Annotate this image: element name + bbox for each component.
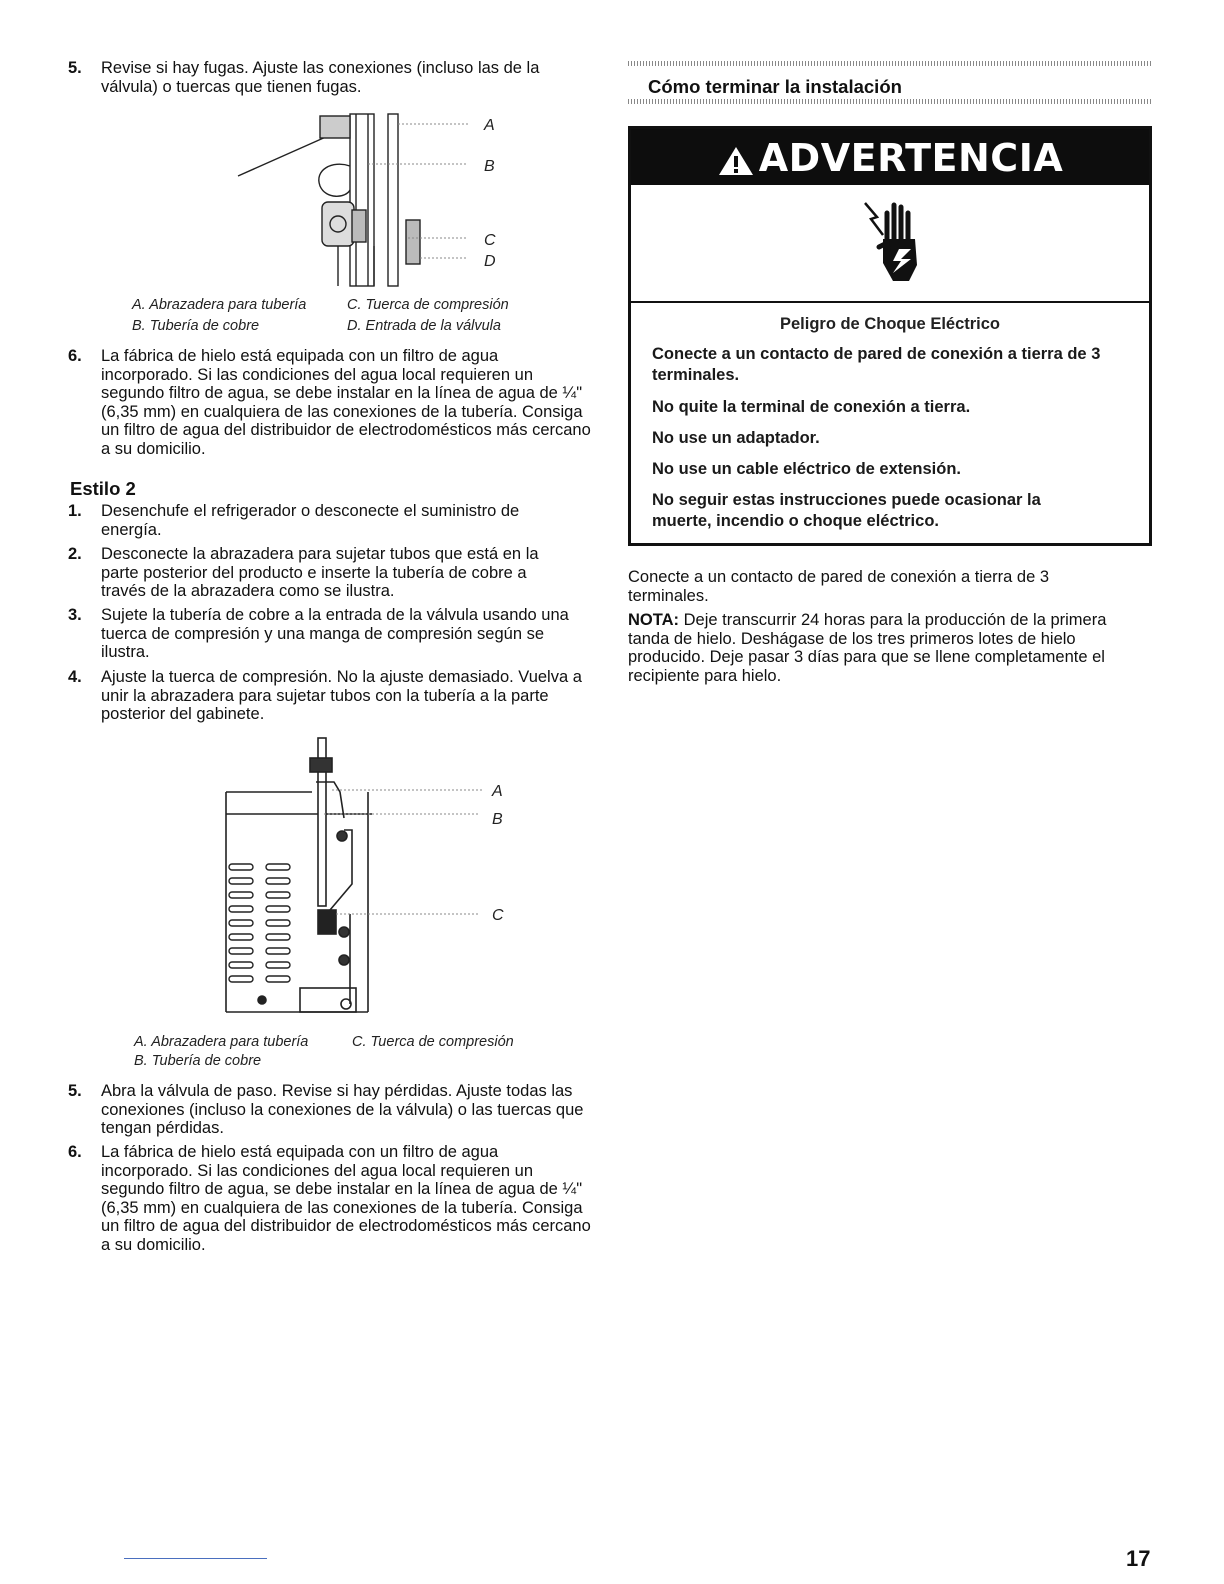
figure1-label-d: D bbox=[484, 253, 496, 270]
figure1-caption-a: A. Abrazadera para tubería bbox=[132, 297, 307, 313]
note-text: Deje transcurrir 24 horas para la producción de la primera tanda de hielo. Deshágase de los tres primeros lotes de hielo producido. Deje pasar 3 días para que se llene completamente el recipiente para hielo. bbox=[628, 611, 1107, 685]
cabinet-figure bbox=[224, 734, 514, 1020]
step-6-water-filter-2: 6. La fábrica de hielo está equipada con un filtro de agua incorporado. Si las condiciones del agua local requieren un segundo filtro de agua, se debe instalar en la línea de agua de ¼" (6,35 mm) en cualquiera de las conexiones de la tubería. Consiga un filtro de agua del distribuidor de electrodomésticos más cercano a su domicilio. bbox=[68, 1143, 591, 1254]
figure2-caption-c: C. Tuerca de compresión bbox=[352, 1034, 514, 1050]
footer-rule bbox=[124, 1558, 267, 1559]
warning-line-2: No quite la terminal de conexión a tierra. bbox=[652, 398, 971, 416]
warning-title: Peligro de Choque Eléctrico bbox=[779, 315, 1001, 333]
warning-header bbox=[631, 129, 1149, 185]
section-bottom-rule bbox=[628, 99, 1152, 104]
figure2-caption-b: B. Tubería de cobre bbox=[134, 1053, 262, 1069]
page-number: 17 bbox=[1126, 1546, 1151, 1571]
figure2-label-b: B bbox=[492, 811, 503, 828]
warning-header-text: ADVERTENCIA bbox=[758, 136, 1064, 180]
electric-shock-hand-icon bbox=[863, 199, 925, 289]
section-top-rule bbox=[628, 61, 1152, 66]
figure1-label-a: A bbox=[484, 117, 495, 134]
section-title: Cómo terminar la instalación bbox=[648, 76, 902, 97]
figure2-label-c: C bbox=[492, 907, 504, 924]
figure1-label-c: C bbox=[484, 232, 496, 249]
figure1-caption-d: D. Entrada de la válvula bbox=[347, 318, 501, 334]
step-5-check-leaks: 5. Revise si hay fugas. Ajuste las conexiones (incluso las de la válvula) o tuercas que tienen fugas. bbox=[68, 59, 540, 96]
valve-drawing bbox=[238, 114, 420, 286]
figure1-caption-b: B. Tubería de cobre bbox=[132, 318, 260, 334]
warning-triangle-icon bbox=[717, 145, 755, 177]
warning-line-4: No use un cable eléctrico de extensión. bbox=[652, 460, 962, 478]
step-3-attach-tubing: 3. Sujete la tubería de cobre a la entrada de la válvula usando una tuerca de compresión y una manga de compresión según se ilustra. bbox=[68, 606, 569, 661]
step-2-clamp: 2. Desconecte la abrazadera para sujetar tubos que está en la parte posterior del producto e inserte la tubería de cobre a través de la abrazadera como se ilustra. bbox=[68, 545, 539, 600]
style-2-heading: Estilo 2 bbox=[70, 478, 136, 499]
cabinet-drawing bbox=[226, 738, 372, 1012]
note-paragraph bbox=[628, 611, 1152, 685]
connect-paragraph: Conecte a un contacto de pared de conexión a tierra de 3 terminales. bbox=[628, 568, 1050, 605]
step-4-tighten-nut: 4. Ajuste la tuerca de compresión. No la ajuste demasiado. Vuelva a unir la abrazadera para sujetar tubos con la tubería a la parte posterior del gabinete. bbox=[68, 668, 582, 723]
step-1-unplug: 1. Desenchufe el refrigerador o desconecte el suministro de energía. bbox=[68, 502, 520, 539]
warning-box bbox=[628, 126, 1152, 546]
warning-line-5: No seguir estas instrucciones puede ocasionar la muerte, incendio o choque eléctrico. bbox=[652, 491, 1041, 530]
step-5-open-valve: 5. Abra la válvula de paso. Revise si hay pérdidas. Ajuste todas las conexiones (incluso la conexiones de la válvula) o las tuercas que tengan pérdidas. bbox=[68, 1082, 584, 1137]
figure1-caption-c: C. Tuerca de compresión bbox=[347, 297, 509, 313]
figure2-caption-a: A. Abrazadera para tubería bbox=[134, 1034, 309, 1050]
shock-icon-area bbox=[631, 185, 1149, 303]
step-6-water-filter: 6. La fábrica de hielo está equipada con un filtro de agua incorporado. Si las condiciones del agua local requieren un segundo filtro de agua, se debe instalar en la línea de agua de ¼" (6,35 mm) en cualquiera de las conexiones de la tubería. Consiga un filtro de agua del distribuidor de electrodomésticos más cercano a su domicilio. bbox=[68, 347, 591, 458]
valve-figure bbox=[228, 110, 508, 292]
warning-line-3: No use un adaptador. bbox=[652, 429, 820, 447]
figure2-label-a: A bbox=[492, 783, 503, 800]
note-label: NOTA: bbox=[628, 611, 680, 629]
figure1-label-b: B bbox=[484, 158, 495, 175]
warning-line-1: Conecte a un contacto de pared de conexión a tierra de 3 terminales. bbox=[652, 345, 1101, 384]
